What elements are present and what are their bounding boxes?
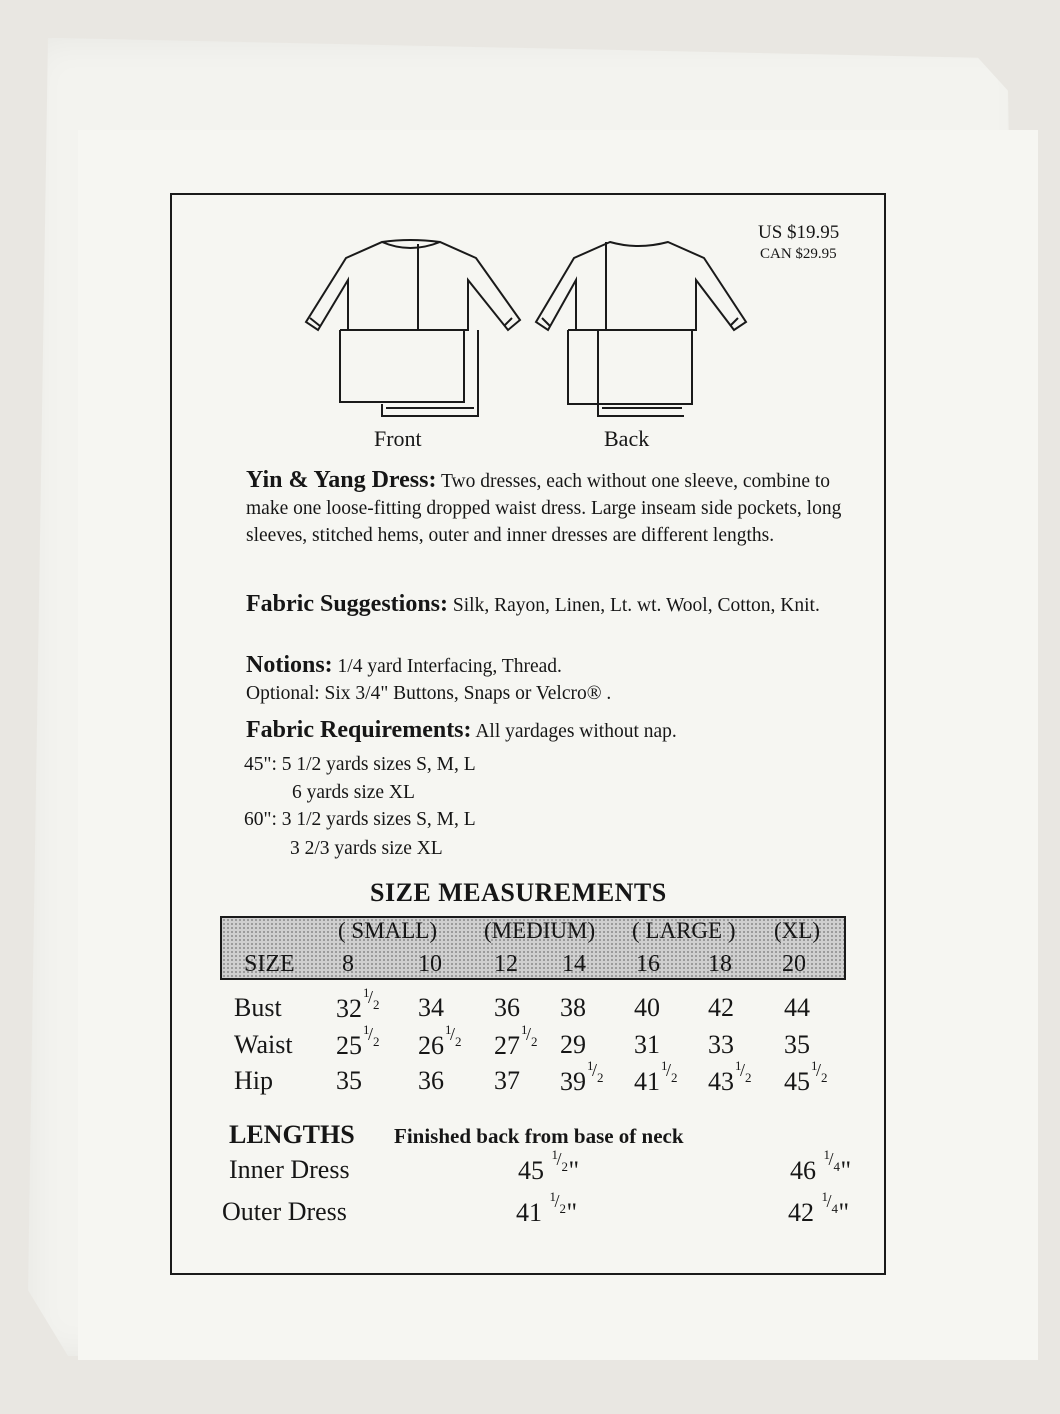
fabric-suggestions-title: Fabric Suggestions: xyxy=(246,591,449,617)
fabric-requirements-title: Fabric Requirements: xyxy=(246,717,472,743)
size-12: 12 xyxy=(494,951,518,977)
outer-dress-xl-value: 42 1 / 4 " xyxy=(788,1189,850,1227)
measure-cell: 31 xyxy=(634,1030,660,1059)
fabric-suggestions xyxy=(246,591,846,619)
measure-cell: 32 1 / 2 xyxy=(336,985,380,1023)
size-group-small: ( SMALL) xyxy=(338,918,438,943)
size-group-large: ( LARGE ) xyxy=(632,918,736,943)
measure-cell: 42 xyxy=(708,993,734,1022)
notions xyxy=(246,652,846,707)
requirement-line: 60": 3 1/2 yards sizes S, M, L xyxy=(244,809,476,830)
measure-cell: 37 xyxy=(494,1066,520,1095)
measure-cell: 39 1 / 2 xyxy=(560,1058,604,1096)
measure-cell: 40 xyxy=(634,993,660,1022)
measure-cell: 35 xyxy=(784,1030,810,1059)
front-dress-illustration xyxy=(300,232,530,424)
requirement-line: 3 2/3 yards size XL xyxy=(290,838,443,859)
description-title: Yin & Yang Dress: xyxy=(246,467,437,493)
inner-dress-small-value: 45 1 / 2 " xyxy=(518,1147,580,1185)
lengths-subtitle: Finished back from base of neck xyxy=(394,1124,684,1148)
measure-cell: 29 xyxy=(560,1030,586,1059)
measure-cell: 44 xyxy=(784,993,810,1022)
fabric-requirements xyxy=(246,717,846,745)
measure-cell: 43 1 / 2 xyxy=(708,1058,752,1096)
measure-cell: 33 xyxy=(708,1030,734,1059)
lengths-title: LENGTHS xyxy=(229,1120,355,1149)
measure-cell: 27 1 / 2 xyxy=(494,1022,538,1060)
measure-cell: 26 1 / 2 xyxy=(418,1022,462,1060)
size-group-xl: (XL) xyxy=(774,918,820,943)
size-14: 14 xyxy=(562,951,586,977)
description-text: Two dresses, each without one sleeve, combine to make one loose-fitting dropped waist dress. Large inseam side pockets, long sleeves, stitched hems, outer and inner dresses are different lengths. xyxy=(246,471,842,546)
outer-dress-small-value: 41 1 / 2 " xyxy=(516,1189,578,1227)
description xyxy=(246,467,846,549)
requirement-line: 45": 5 1/2 yards sizes S, M, L xyxy=(244,754,476,775)
notions-optional: Optional: Six 3/4" Buttons, Snaps or Velcro® . xyxy=(246,683,612,704)
size-8: 8 xyxy=(342,951,354,977)
notions-title: Notions: xyxy=(246,652,333,678)
measure-cell: 35 xyxy=(336,1066,362,1095)
measure-cell: 25 1 / 2 xyxy=(336,1022,380,1060)
measure-cell: 34 xyxy=(418,993,444,1022)
size-group-medium: (MEDIUM) xyxy=(484,918,596,943)
inner-dress-label: Inner Dress xyxy=(229,1155,350,1184)
notions-text: 1/4 yard Interfacing, Thread. xyxy=(332,656,562,677)
size-16: 16 xyxy=(636,951,660,977)
measure-row-label: Hip xyxy=(234,1066,273,1095)
size-18: 18 xyxy=(708,951,732,977)
outer-dress-label: Outer Dress xyxy=(222,1197,347,1226)
measure-cell: 36 xyxy=(494,993,520,1022)
fabric-suggestions-text: Silk, Rayon, Linen, Lt. wt. Wool, Cotton, Knit. xyxy=(448,595,820,616)
measure-row-label: Bust xyxy=(234,993,282,1022)
size-20: 20 xyxy=(782,951,806,977)
measure-cell: 45 1 / 2 xyxy=(784,1058,828,1096)
measure-cell: 36 xyxy=(418,1066,444,1095)
requirement-line: 6 yards size XL xyxy=(292,782,415,803)
size-10: 10 xyxy=(418,951,442,977)
fabric-requirements-text: All yardages without nap. xyxy=(471,721,677,742)
price-us: US $19.95 xyxy=(758,222,840,243)
back-label: Back xyxy=(604,426,650,451)
front-label: Front xyxy=(374,426,422,451)
measure-cell: 38 xyxy=(560,993,586,1022)
inner-dress-xl-value: 46 1 / 4 " xyxy=(790,1147,852,1185)
size-label: SIZE xyxy=(244,951,295,977)
price-can: CAN $29.95 xyxy=(760,246,837,262)
size-measurements-title: SIZE MEASUREMENTS xyxy=(370,878,667,907)
measure-cell: 41 1 / 2 xyxy=(634,1058,678,1096)
back-dress-illustration xyxy=(528,232,758,424)
measure-row-label: Waist xyxy=(234,1030,293,1059)
